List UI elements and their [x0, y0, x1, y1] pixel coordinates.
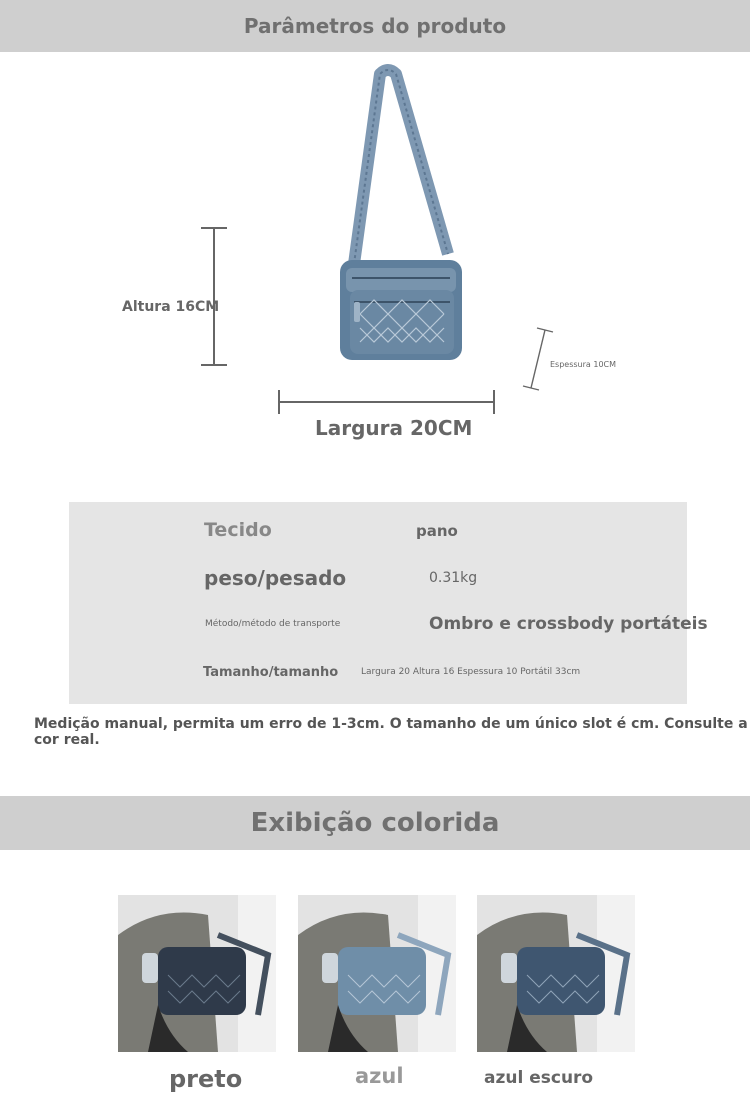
- spec-label-size: Tamanho/tamanho: [203, 665, 339, 680]
- color-label-preto: preto: [169, 1065, 243, 1093]
- spec-label-weight: peso/pesado: [204, 566, 347, 590]
- colors-title: Exibição colorida: [250, 808, 500, 838]
- params-banner: [0, 0, 750, 52]
- measurement-note: Medição manual, permita um erro de 1-3cm. O tamanho de um único slot é cm. Consulte a cor real.: [34, 716, 748, 748]
- color-swatch-azul[interactable]: [298, 895, 456, 1052]
- width-label: Largura 20CM: [315, 416, 473, 440]
- bag-illustration: [330, 64, 470, 369]
- color-label-azul: azul: [355, 1064, 404, 1088]
- params-title: Parâmetros do produto: [243, 14, 507, 38]
- height-line: [213, 227, 215, 365]
- colors-banner: [0, 796, 750, 850]
- spec-value-fabric: pano: [416, 522, 458, 540]
- product-image: [330, 64, 470, 369]
- bag-photo-dark-blue: [477, 895, 635, 1052]
- color-swatch-preto[interactable]: [118, 895, 276, 1052]
- height-label: Altura 16CM: [122, 299, 220, 315]
- spec-value-weight: 0.31kg: [429, 570, 478, 586]
- height-cap-bottom: [201, 364, 227, 366]
- bag-photo-black: [118, 895, 276, 1052]
- spec-table: [69, 502, 708, 704]
- width-line: [278, 401, 494, 403]
- color-label-azul-escuro: azul escuro: [484, 1068, 594, 1088]
- width-cap-right: [493, 390, 495, 414]
- spec-label-carry: Método/método de transporte: [205, 619, 341, 629]
- bag-photo-blue: [298, 895, 456, 1052]
- spec-value-carry: Ombro e crossbody portáteis: [429, 614, 708, 634]
- color-swatch-azul-escuro[interactable]: [477, 895, 635, 1052]
- depth-label: Espessura 10CM: [550, 360, 617, 369]
- spec-value-size: Largura 20 Altura 16 Espessura 10 Portátil 33cm: [361, 667, 581, 677]
- spec-label-fabric: Tecido: [204, 519, 272, 541]
